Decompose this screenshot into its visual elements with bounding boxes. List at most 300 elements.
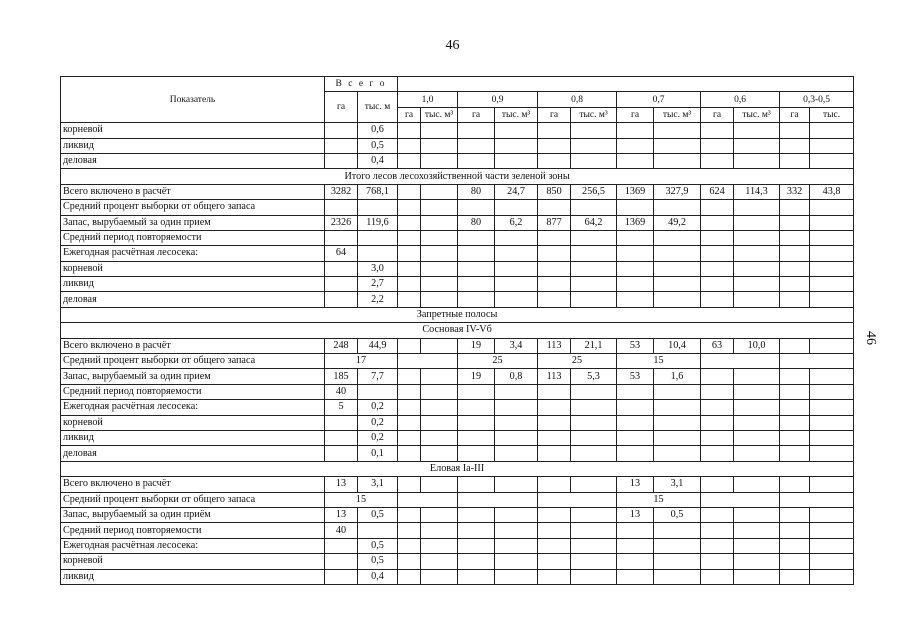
table-cell <box>701 446 734 461</box>
table-cell <box>398 384 421 399</box>
table-cell <box>458 384 495 399</box>
row-label: Всего включено в расчёт <box>61 477 325 492</box>
table-cell: 13 <box>325 507 358 522</box>
table-cell <box>571 430 617 445</box>
table-cell <box>421 184 458 199</box>
table-row <box>61 430 854 445</box>
row-label: ликвид <box>61 430 325 445</box>
table-cell <box>701 215 734 230</box>
row-label: Средний процент выборки от общего запаса <box>61 354 325 369</box>
table-cell: 2,7 <box>358 277 398 292</box>
table-cell: 5,3 <box>571 369 617 384</box>
header-group: 0,7 <box>617 92 701 107</box>
table-cell <box>325 123 358 138</box>
table-cell <box>538 138 571 153</box>
table-cell: 3282 <box>325 184 358 199</box>
section-row <box>61 461 854 476</box>
table-row <box>61 554 854 569</box>
table-cell <box>495 292 538 307</box>
table-cell: 2,2 <box>358 292 398 307</box>
table-cell <box>734 369 780 384</box>
table-cell: 13 <box>617 477 654 492</box>
section-row <box>61 307 854 322</box>
table-cell <box>701 200 734 215</box>
table-cell <box>421 261 458 276</box>
table-cell <box>358 200 398 215</box>
table-row <box>61 153 854 168</box>
row-label: корневой <box>61 123 325 138</box>
table-cell: 327,9 <box>654 184 701 199</box>
table-cell <box>398 369 421 384</box>
header-total: В с е г о <box>325 77 398 92</box>
table-cell <box>458 446 495 461</box>
table-cell: 1369 <box>617 215 654 230</box>
table-cell <box>538 554 571 569</box>
table-cell <box>458 569 495 584</box>
table-cell <box>325 554 358 569</box>
merged-total-cell: 15 <box>325 492 398 507</box>
table-cell: 5 <box>325 400 358 415</box>
table-cell: 185 <box>325 369 358 384</box>
table-cell <box>495 138 538 153</box>
table-cell <box>421 523 458 538</box>
table-cell <box>325 200 358 215</box>
table-cell: 44,9 <box>358 338 398 353</box>
table-cell <box>538 400 571 415</box>
row-label: Средний процент выборки от общего запаса <box>61 492 325 507</box>
table-cell: 248 <box>325 338 358 353</box>
table-cell <box>780 430 810 445</box>
header-indicator: Показатель <box>61 77 325 123</box>
table-cell <box>495 523 538 538</box>
table-cell: 80 <box>458 215 495 230</box>
table-cell: 40 <box>325 523 358 538</box>
table-cell <box>495 507 538 522</box>
table-row <box>61 400 854 415</box>
table-cell <box>780 292 810 307</box>
table-cell <box>495 384 538 399</box>
table-cell <box>780 261 810 276</box>
table-cell <box>571 554 617 569</box>
table-cell: 877 <box>538 215 571 230</box>
merged-group-cell <box>701 354 780 369</box>
table-cell <box>654 292 701 307</box>
table-cell <box>538 200 571 215</box>
table-cell <box>617 430 654 445</box>
table-cell: 0,5 <box>358 507 398 522</box>
table-cell <box>421 215 458 230</box>
table-row <box>61 184 854 199</box>
table-cell <box>734 215 780 230</box>
table-cell <box>654 123 701 138</box>
row-label: Всего включено в расчёт <box>61 338 325 353</box>
table-cell <box>421 446 458 461</box>
table-cell <box>398 446 421 461</box>
table-cell <box>421 292 458 307</box>
table-cell <box>538 261 571 276</box>
table-cell <box>421 200 458 215</box>
table-cell <box>421 569 458 584</box>
table-cell <box>571 138 617 153</box>
table-cell <box>810 415 854 430</box>
table-cell <box>538 430 571 445</box>
table-cell: 19 <box>458 369 495 384</box>
table-cell <box>617 123 654 138</box>
table-cell <box>398 200 421 215</box>
table-cell <box>701 415 734 430</box>
table-cell: 256,5 <box>571 184 617 199</box>
table-cell <box>617 538 654 553</box>
header-sub-ha: га <box>780 107 810 122</box>
table-cell <box>701 277 734 292</box>
header-sub-ha: га <box>701 107 734 122</box>
table-cell: 0,2 <box>358 400 398 415</box>
table-row <box>61 200 854 215</box>
merged-group-cell: 25 <box>538 354 617 369</box>
table-cell <box>398 123 421 138</box>
row-label: корневой <box>61 261 325 276</box>
table-cell <box>780 507 810 522</box>
table-cell: 40 <box>325 384 358 399</box>
table-cell <box>398 538 421 553</box>
row-label: Средний процент выборки от общего запаса <box>61 200 325 215</box>
table-cell <box>654 277 701 292</box>
table-cell <box>495 538 538 553</box>
table-cell <box>810 277 854 292</box>
table-cell <box>734 292 780 307</box>
section-title: Итого лесов лесохозяйственной части зеленой зоны <box>61 169 854 184</box>
table-cell <box>780 538 810 553</box>
table-cell <box>421 277 458 292</box>
table-cell <box>458 200 495 215</box>
row-label: Всего включено в расчёт <box>61 184 325 199</box>
table-cell <box>571 261 617 276</box>
table-cell <box>701 153 734 168</box>
table-row <box>61 492 854 507</box>
table-cell <box>654 261 701 276</box>
table-cell: 114,3 <box>734 184 780 199</box>
table-cell <box>421 384 458 399</box>
table-cell <box>654 230 701 245</box>
table-cell <box>538 477 571 492</box>
table-row <box>61 477 854 492</box>
table-cell: 0,2 <box>358 415 398 430</box>
header-total-ha: га <box>325 92 358 123</box>
table-cell <box>458 554 495 569</box>
table-cell <box>538 415 571 430</box>
table-cell <box>654 538 701 553</box>
table-cell <box>325 415 358 430</box>
table-cell <box>398 153 421 168</box>
row-label: корневой <box>61 415 325 430</box>
table-row <box>61 384 854 399</box>
table-cell <box>617 523 654 538</box>
table-cell <box>538 384 571 399</box>
table-cell: 2326 <box>325 215 358 230</box>
table-cell <box>458 261 495 276</box>
row-label: Запас, вырубаемый за один прием <box>61 369 325 384</box>
table-cell: 0,5 <box>358 554 398 569</box>
row-label: Ежегодная расчётная лесосека: <box>61 538 325 553</box>
table-cell <box>734 153 780 168</box>
table-cell <box>571 538 617 553</box>
table-cell <box>421 369 458 384</box>
header-sub-vol: тыс. м³ <box>571 107 617 122</box>
section-title: Сосновая IV-Vб <box>61 323 854 338</box>
table-cell <box>617 246 654 261</box>
table-cell <box>780 338 810 353</box>
table-cell <box>325 538 358 553</box>
table-row <box>61 215 854 230</box>
table-cell <box>571 246 617 261</box>
header-sub-vol: тыс. м³ <box>495 107 538 122</box>
table-cell <box>810 200 854 215</box>
table-cell <box>398 554 421 569</box>
table-cell <box>398 400 421 415</box>
table-cell <box>458 230 495 245</box>
table-cell: 0,5 <box>358 138 398 153</box>
table-cell: 768,1 <box>358 184 398 199</box>
table-row <box>61 230 854 245</box>
table-cell <box>458 123 495 138</box>
table-cell: 3,4 <box>495 338 538 353</box>
table-cell: 332 <box>780 184 810 199</box>
table-header <box>61 77 854 123</box>
table-cell <box>458 477 495 492</box>
table-cell <box>421 430 458 445</box>
header-group: 0,9 <box>458 92 538 107</box>
merged-total-cell: 17 <box>325 354 398 369</box>
merged-group-cell: 15 <box>617 354 701 369</box>
table-cell <box>617 415 654 430</box>
table-cell <box>734 446 780 461</box>
forest-table <box>60 76 854 585</box>
table-cell <box>734 507 780 522</box>
table-row <box>61 261 854 276</box>
table-cell <box>538 538 571 553</box>
table-cell <box>398 184 421 199</box>
merged-group-cell <box>458 492 538 507</box>
table-cell <box>617 446 654 461</box>
table-row <box>61 369 854 384</box>
table-cell <box>571 123 617 138</box>
table-cell <box>398 415 421 430</box>
table-cell: 113 <box>538 338 571 353</box>
table-cell <box>654 400 701 415</box>
table-cell <box>421 538 458 553</box>
table-cell <box>617 384 654 399</box>
row-label: корневой <box>61 554 325 569</box>
header-sub-ha: га <box>398 107 421 122</box>
table-cell <box>538 230 571 245</box>
table-cell <box>458 507 495 522</box>
table-cell: 19 <box>458 338 495 353</box>
table-cell: 0,5 <box>654 507 701 522</box>
table-cell <box>734 569 780 584</box>
table-cell <box>810 400 854 415</box>
table-cell <box>701 523 734 538</box>
table-cell: 80 <box>458 184 495 199</box>
table-cell <box>780 123 810 138</box>
merged-group-cell <box>398 492 458 507</box>
table-cell <box>654 138 701 153</box>
table-cell <box>810 230 854 245</box>
table-cell <box>538 292 571 307</box>
table-cell <box>810 292 854 307</box>
table-cell <box>701 369 734 384</box>
table-row <box>61 123 854 138</box>
table-cell: 13 <box>325 477 358 492</box>
table-cell <box>571 400 617 415</box>
row-label: деловая <box>61 446 325 461</box>
table-cell: 7,7 <box>358 369 398 384</box>
table-row <box>61 415 854 430</box>
table-cell <box>780 446 810 461</box>
table-cell <box>538 507 571 522</box>
table-cell <box>495 430 538 445</box>
table-cell: 3,0 <box>358 261 398 276</box>
table-cell <box>654 430 701 445</box>
merged-group-cell <box>398 354 458 369</box>
header-total-vol: тыс. м <box>358 92 398 123</box>
table-cell <box>780 200 810 215</box>
table-cell <box>810 554 854 569</box>
table-cell <box>571 200 617 215</box>
table-cell <box>734 430 780 445</box>
table-cell <box>571 507 617 522</box>
row-label: Средний период повторяемости <box>61 384 325 399</box>
table-cell <box>421 415 458 430</box>
table-cell <box>810 153 854 168</box>
table-cell <box>458 292 495 307</box>
table-cell <box>458 138 495 153</box>
table-cell <box>780 400 810 415</box>
table-cell <box>701 261 734 276</box>
merged-group-cell <box>701 492 780 507</box>
merged-group-cell <box>780 492 854 507</box>
table-cell: 119,6 <box>358 215 398 230</box>
page-number: 46 <box>445 38 460 53</box>
table-cell: 0,4 <box>358 153 398 168</box>
table-cell: 10,4 <box>654 338 701 353</box>
table-row <box>61 246 854 261</box>
table-cell <box>495 446 538 461</box>
table-cell <box>358 246 398 261</box>
table-cell <box>325 292 358 307</box>
header-sub-ha: га <box>538 107 571 122</box>
table-cell <box>617 569 654 584</box>
row-label: ликвид <box>61 569 325 584</box>
table-cell <box>538 523 571 538</box>
table-cell <box>458 415 495 430</box>
row-label: Запас, вырубаемый за один приём <box>61 507 325 522</box>
table-cell <box>780 569 810 584</box>
header-sub-vol: тыс. м³ <box>654 107 701 122</box>
table-cell <box>701 430 734 445</box>
table-cell <box>538 569 571 584</box>
table-cell <box>701 538 734 553</box>
table-cell: 624 <box>701 184 734 199</box>
table-cell <box>421 554 458 569</box>
table-cell <box>398 507 421 522</box>
table-cell <box>571 446 617 461</box>
table-cell: 63 <box>701 338 734 353</box>
table-cell <box>734 230 780 245</box>
table-cell <box>495 153 538 168</box>
table-cell <box>421 477 458 492</box>
table-cell: 0,8 <box>495 369 538 384</box>
table-cell <box>495 230 538 245</box>
table-cell <box>780 215 810 230</box>
table-cell <box>458 430 495 445</box>
table-row <box>61 523 854 538</box>
table-cell <box>495 123 538 138</box>
table-cell <box>810 338 854 353</box>
header-group: 0,3-0,5 <box>780 92 854 107</box>
table-cell <box>538 277 571 292</box>
table-cell <box>325 446 358 461</box>
table-cell: 21,1 <box>571 338 617 353</box>
header-group: 0,6 <box>701 92 780 107</box>
table-cell <box>810 523 854 538</box>
table-cell <box>538 123 571 138</box>
table-cell <box>421 138 458 153</box>
table-cell <box>780 384 810 399</box>
table-cell <box>495 477 538 492</box>
table-cell: 64,2 <box>571 215 617 230</box>
table-cell <box>734 554 780 569</box>
table-cell <box>398 569 421 584</box>
table-cell <box>571 384 617 399</box>
table-cell <box>325 277 358 292</box>
table-cell <box>617 200 654 215</box>
table-cell <box>734 523 780 538</box>
table-cell <box>495 200 538 215</box>
table-cell <box>398 292 421 307</box>
table-cell <box>325 153 358 168</box>
table-cell: 3,1 <box>654 477 701 492</box>
table-cell <box>571 230 617 245</box>
table-cell <box>654 523 701 538</box>
table-cell <box>398 277 421 292</box>
table-cell <box>458 538 495 553</box>
table-cell <box>617 261 654 276</box>
table-cell <box>421 400 458 415</box>
table-cell <box>654 200 701 215</box>
merged-group-cell: 15 <box>617 492 701 507</box>
table-cell <box>701 477 734 492</box>
row-label: Ежегодная расчётная лесосека: <box>61 246 325 261</box>
table-row <box>61 354 854 369</box>
table-cell <box>654 446 701 461</box>
table-cell <box>734 400 780 415</box>
table-cell <box>701 507 734 522</box>
table-cell: 24,7 <box>495 184 538 199</box>
table-cell <box>495 569 538 584</box>
table-cell <box>780 554 810 569</box>
table-cell <box>398 230 421 245</box>
header-group: 1,0 <box>398 92 458 107</box>
table-cell <box>654 153 701 168</box>
table-cell <box>495 415 538 430</box>
table-cell <box>495 246 538 261</box>
table-cell <box>458 523 495 538</box>
table-cell <box>571 292 617 307</box>
table-cell <box>571 415 617 430</box>
table-cell: 850 <box>538 184 571 199</box>
table-cell <box>780 153 810 168</box>
table-cell <box>495 400 538 415</box>
